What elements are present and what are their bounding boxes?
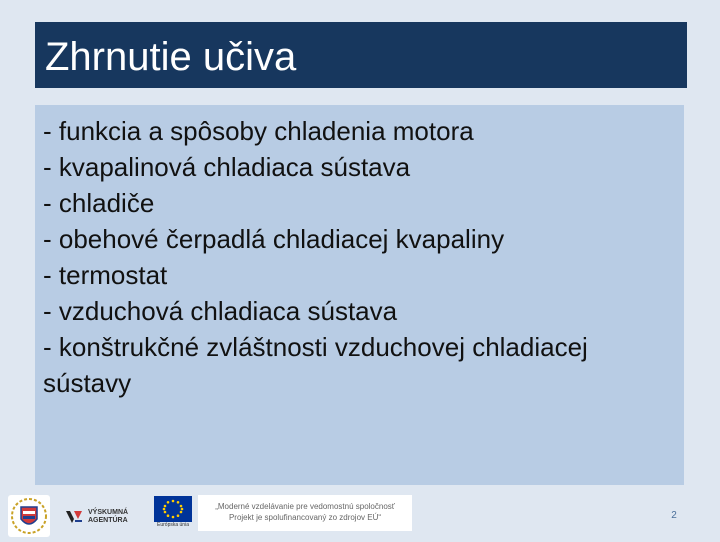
crest-icon [8, 495, 50, 537]
agency-line-1: VÝSKUMNÁ [88, 509, 129, 516]
eu-logo [154, 496, 192, 532]
project-banner [198, 495, 412, 531]
banner-line-2: Projekt je spolufinancovaný zo zdrojov EÚ“ [228, 513, 382, 522]
agency-line-2: AGENTÚRA [88, 517, 128, 524]
bullet-item: - termostat [43, 260, 168, 290]
bullet-item: - obehové čerpadlá chladiacej kvapaliny [43, 224, 505, 254]
bullet-item: - chladiče [43, 188, 155, 218]
bullet-item: - funkcia a spôsoby chladenia motora [43, 116, 474, 146]
bullet-item: - vzduchová chladiaca sústava [43, 296, 398, 326]
page-number: 2 [671, 510, 677, 521]
bullet-item: - kvapalinová chladiaca sústava [43, 152, 411, 182]
footer [0, 492, 720, 540]
research-agency-logo [64, 502, 134, 532]
title-bar [35, 22, 687, 88]
content-box [35, 105, 684, 485]
eu-label: Európska únia [157, 522, 189, 528]
bullet-list [43, 113, 670, 401]
banner-line-1: „Moderné vzdelávanie pre vedomostnú spoločnosť [215, 502, 395, 511]
eu-flag-icon [154, 496, 192, 522]
agency-mark-icon [64, 507, 84, 527]
school-crest-logo [8, 495, 50, 537]
agency-name [88, 509, 128, 525]
slide-title: Zhrnutie učiva [45, 35, 297, 79]
bullet-item: - konštrukčné zvláštnosti vzduchovej chladiacej sústavy [43, 332, 588, 398]
